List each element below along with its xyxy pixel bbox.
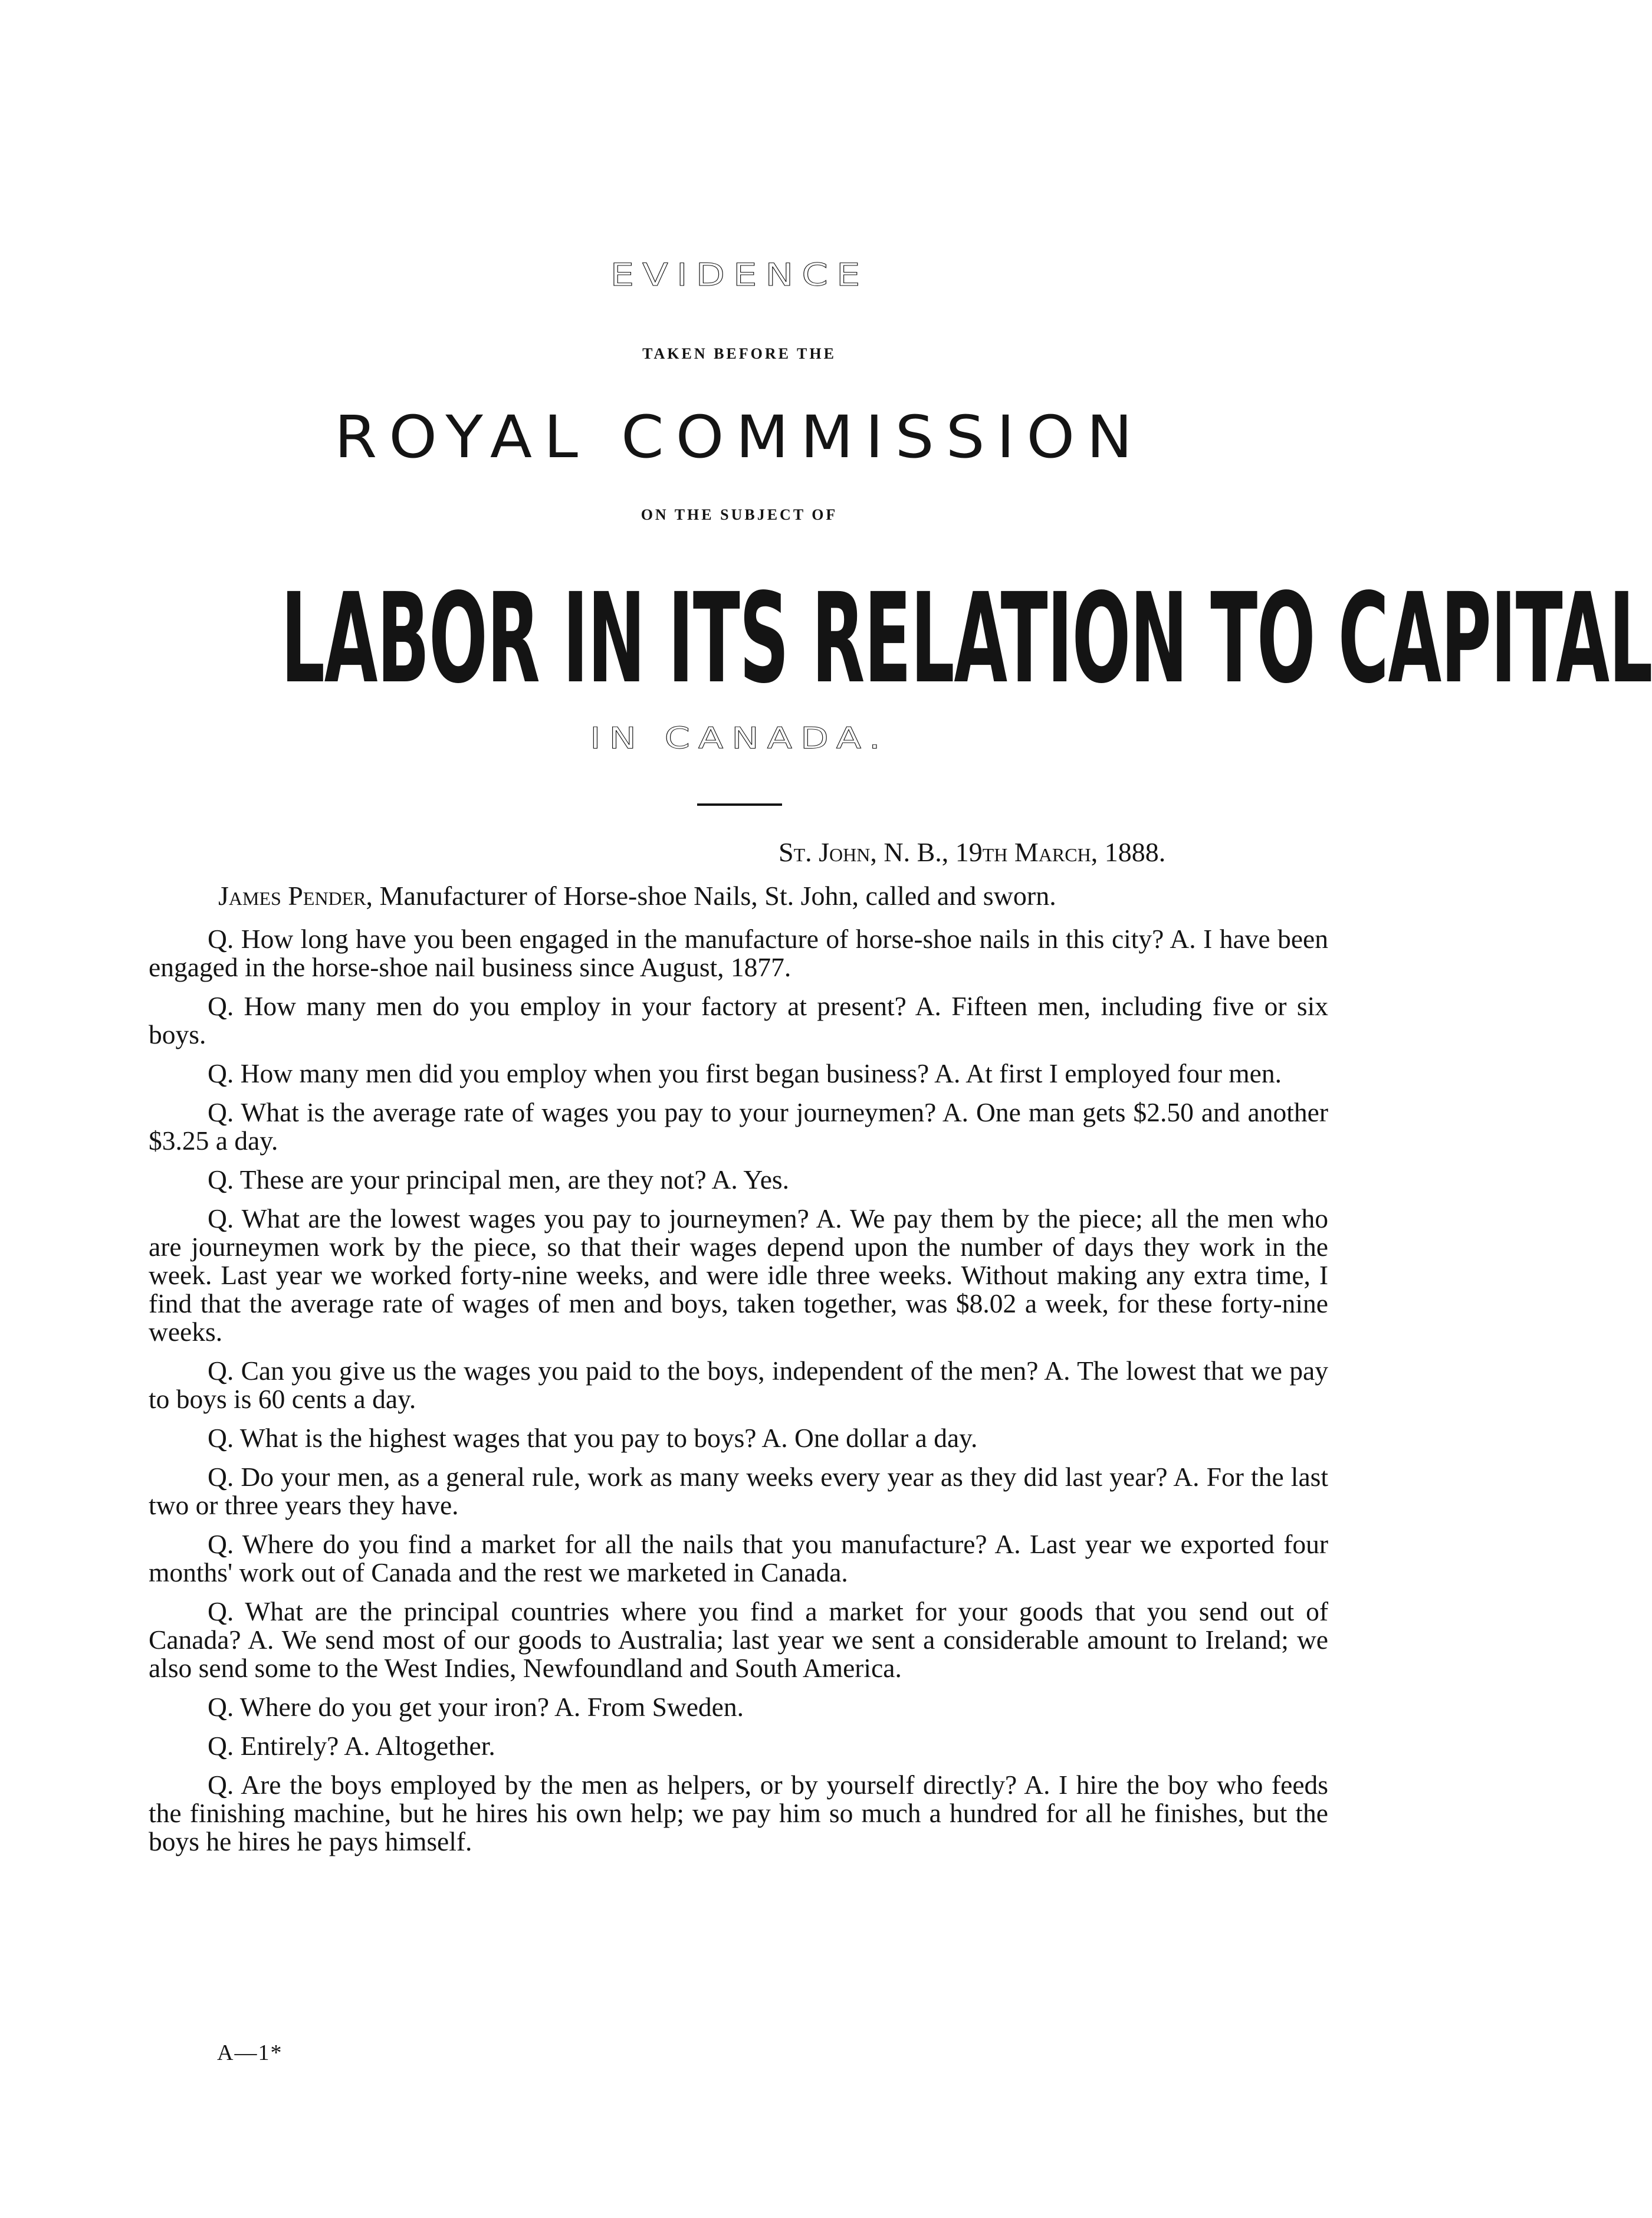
testimony-paragraph: Q. What are the lowest wages you pay to journeymen? A. We pay them by the piece; all the men who are journeymen work by the piece, so that their wages depend upon the number of days they work in the week. Last year we worked forty-nine weeks, and were idle three weeks. Without making any extra time, I find that the average rate of wages of men and boys, taken together, was $8.02 a week, for these forty-nine weeks.	[149, 1203, 1328, 1347]
main-title: LABOR IN ITS RELATION TO CAPITAL	[281, 566, 1652, 711]
witness-line	[218, 880, 1056, 911]
testimony-paragraph: Q. What is the highest wages that you pay to boys? A. One dollar a day.	[208, 1423, 978, 1453]
witness-name: James Pender	[218, 881, 366, 911]
testimony-body	[149, 925, 1328, 1866]
evidence-heading: EVIDENCE	[610, 257, 869, 294]
testimony-paragraph: Q. Do your men, as a general rule, work as many weeks every year as they did last year? A. For the last two or three years they have.	[149, 1462, 1328, 1520]
testimony-paragraph: Q. How long have you been engaged in the manufacture of horse-shoe nails in this city? A. I have been engaged in the horse-shoe nail business since August, 1877.	[149, 924, 1328, 982]
testimony-paragraph: Q. How many men do you employ in your factory at present? A. Fifteen men, including five or six boys.	[149, 991, 1328, 1049]
witness-description: , Manufacturer of Horse-shoe Nails, St. John, called and sworn.	[366, 881, 1056, 911]
testimony-paragraph: Q. Entirely? A. Altogether.	[208, 1731, 495, 1761]
testimony-paragraph: Q. Where do you get your iron? A. From Sweden.	[208, 1692, 744, 1722]
testimony-paragraph: Q. Can you give us the wages you paid to the boys, independent of the men? A. The lowest that we pay to boys is 60 cents a day.	[149, 1356, 1328, 1414]
testimony-paragraph: Q. Are the boys employed by the men as helpers, or by yourself directly? A. I hire the boy who feeds the finishing machine, but he hires his own help; we pay him so much a hundred for all he finishes, but the boys he hires he pays himself.	[149, 1770, 1328, 1856]
testimony-paragraph: Q. What is the average rate of wages you pay to your journeymen? A. One man gets $2.50 and another $3.25 a day.	[149, 1097, 1328, 1156]
taken-before-line: TAKEN BEFORE THE	[642, 345, 836, 362]
section-divider	[697, 803, 782, 806]
on-subject-line: ON THE SUBJECT OF	[641, 506, 838, 523]
testimony-paragraph: Q. What are the principal countries where you find a market for your goods that you send out of Canada? A. We send most of our goods to Australia; last year we sent a considerable amount to Ireland; we also send some to the West Indies, Newfoundland and South America.	[149, 1596, 1328, 1683]
in-canada-heading: IN CANADA.	[590, 721, 889, 756]
dateline: St. John, N. B., 19th March, 1888.	[779, 837, 1166, 867]
testimony-paragraph: Q. Where do you find a market for all the nails that you manufacture? A. Last year we exported four months' work out of Canada and the rest we marketed in Canada.	[149, 1529, 1328, 1587]
signature-mark: A—1*	[217, 2040, 283, 2065]
commission-heading: ROYAL COMMISSION	[334, 403, 1144, 471]
testimony-paragraph: Q. How many men did you employ when you first began business? A. At first I employed four men.	[208, 1058, 1282, 1088]
testimony-paragraph: Q. These are your principal men, are they not? A. Yes.	[208, 1164, 790, 1195]
